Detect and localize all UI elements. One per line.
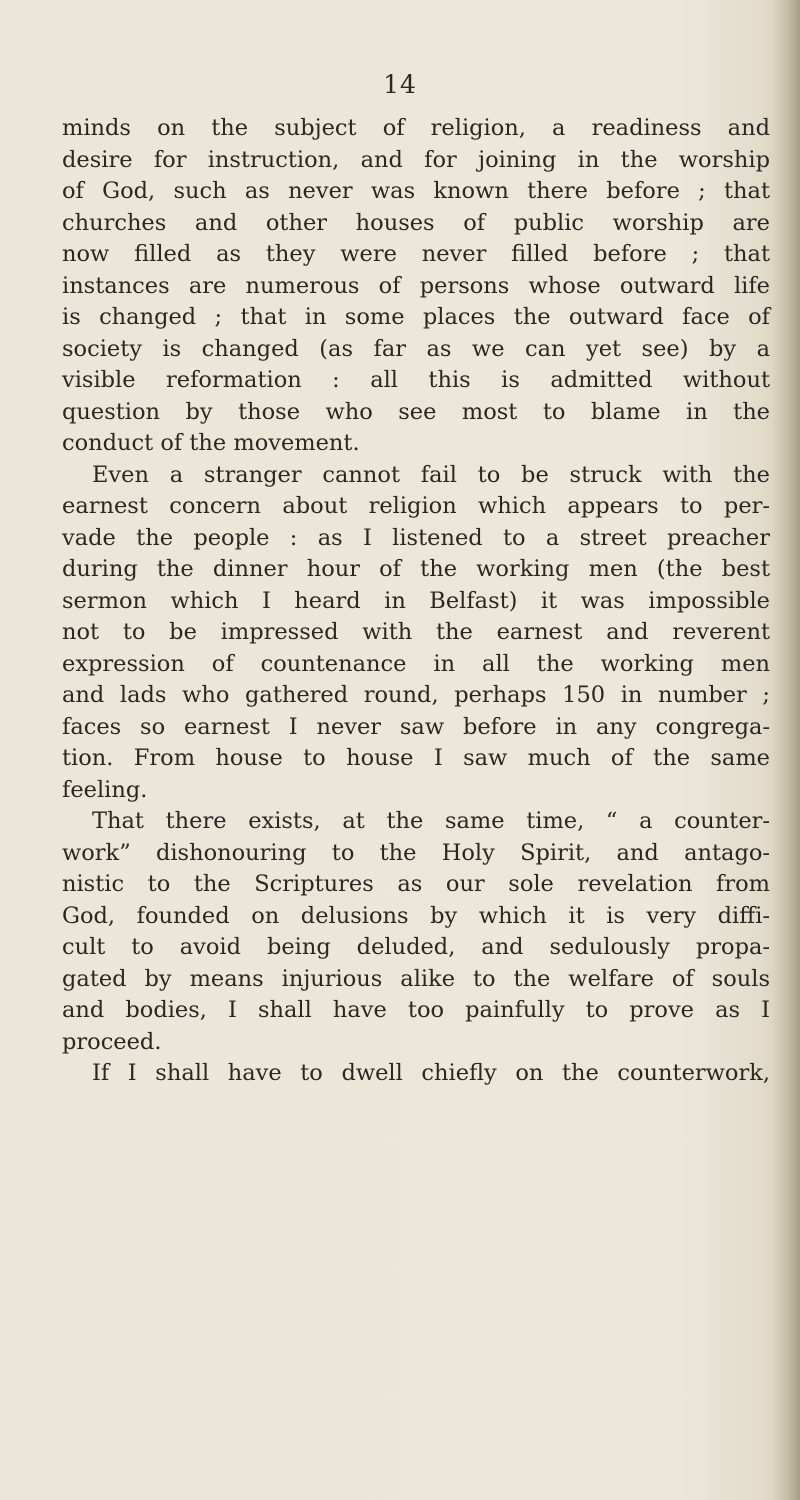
text-line: faces so earnest I never saw before in any congrega- bbox=[62, 713, 770, 740]
text-line: during the dinner hour of the working men (the best bbox=[62, 556, 770, 582]
text-line: That there exists, at the same time, “ a counter- bbox=[92, 808, 770, 834]
text-line: of God, such as never was known there before ; that bbox=[62, 178, 770, 204]
text-line: society is changed (as far as we can yet see) by a bbox=[62, 335, 770, 362]
text-line: expression of countenance in all the working men bbox=[62, 650, 770, 677]
text-line: churches and other houses of public worship are bbox=[62, 209, 770, 236]
text-line: and bodies, I shall have too painfully to prove as I bbox=[62, 997, 770, 1023]
text-line: minds on the subject of religion, a readiness and bbox=[62, 115, 770, 141]
text-line: question by those who see most to blame in the bbox=[62, 398, 770, 425]
body-text bbox=[62, 113, 770, 1090]
text-line: God, founded on delusions by which it is very diffi- bbox=[62, 902, 770, 929]
page-edge-shadow bbox=[772, 0, 800, 1500]
text-line: and lads who gathered round, perhaps 150 in number ; bbox=[62, 682, 770, 708]
page-number: 14 bbox=[383, 70, 417, 99]
text-line: gated by means injurious alike to the welfare of souls bbox=[62, 965, 770, 992]
text-line: feeling. bbox=[62, 776, 148, 803]
text-line: work” dishonouring to the Holy Spirit, and antago- bbox=[62, 839, 770, 866]
text-line: visible reformation : all this is admitted without bbox=[62, 367, 770, 393]
text-line: tion. From house to house I saw much of the same bbox=[62, 745, 770, 771]
text-line: If I shall have to dwell chiefly on the counterwork, bbox=[92, 1060, 770, 1086]
text-line: nistic to the Scriptures as our sole revelation from bbox=[62, 871, 770, 897]
text-line: earnest concern about religion which appears to per- bbox=[62, 493, 770, 519]
text-line: Even a stranger cannot fail to be struck with the bbox=[92, 461, 770, 488]
text-line: instances are numerous of persons whose outward life bbox=[62, 272, 770, 299]
text-line: desire for instruction, and for joining in the worship bbox=[62, 146, 770, 173]
text-line: sermon which I heard in Belfast) it was impossible bbox=[62, 587, 770, 614]
text-line: not to be impressed with the earnest and reverent bbox=[62, 619, 770, 645]
text-line: now filled as they were never filled before ; that bbox=[62, 241, 770, 267]
text-line: conduct of the movement. bbox=[62, 430, 360, 456]
text-line: cult to avoid being deluded, and sedulously propa- bbox=[62, 934, 770, 960]
text-line: vade the people : as I listened to a street preacher bbox=[62, 524, 770, 551]
text-line: proceed. bbox=[62, 1028, 162, 1055]
text-line: is changed ; that in some places the outward face of bbox=[62, 304, 770, 330]
